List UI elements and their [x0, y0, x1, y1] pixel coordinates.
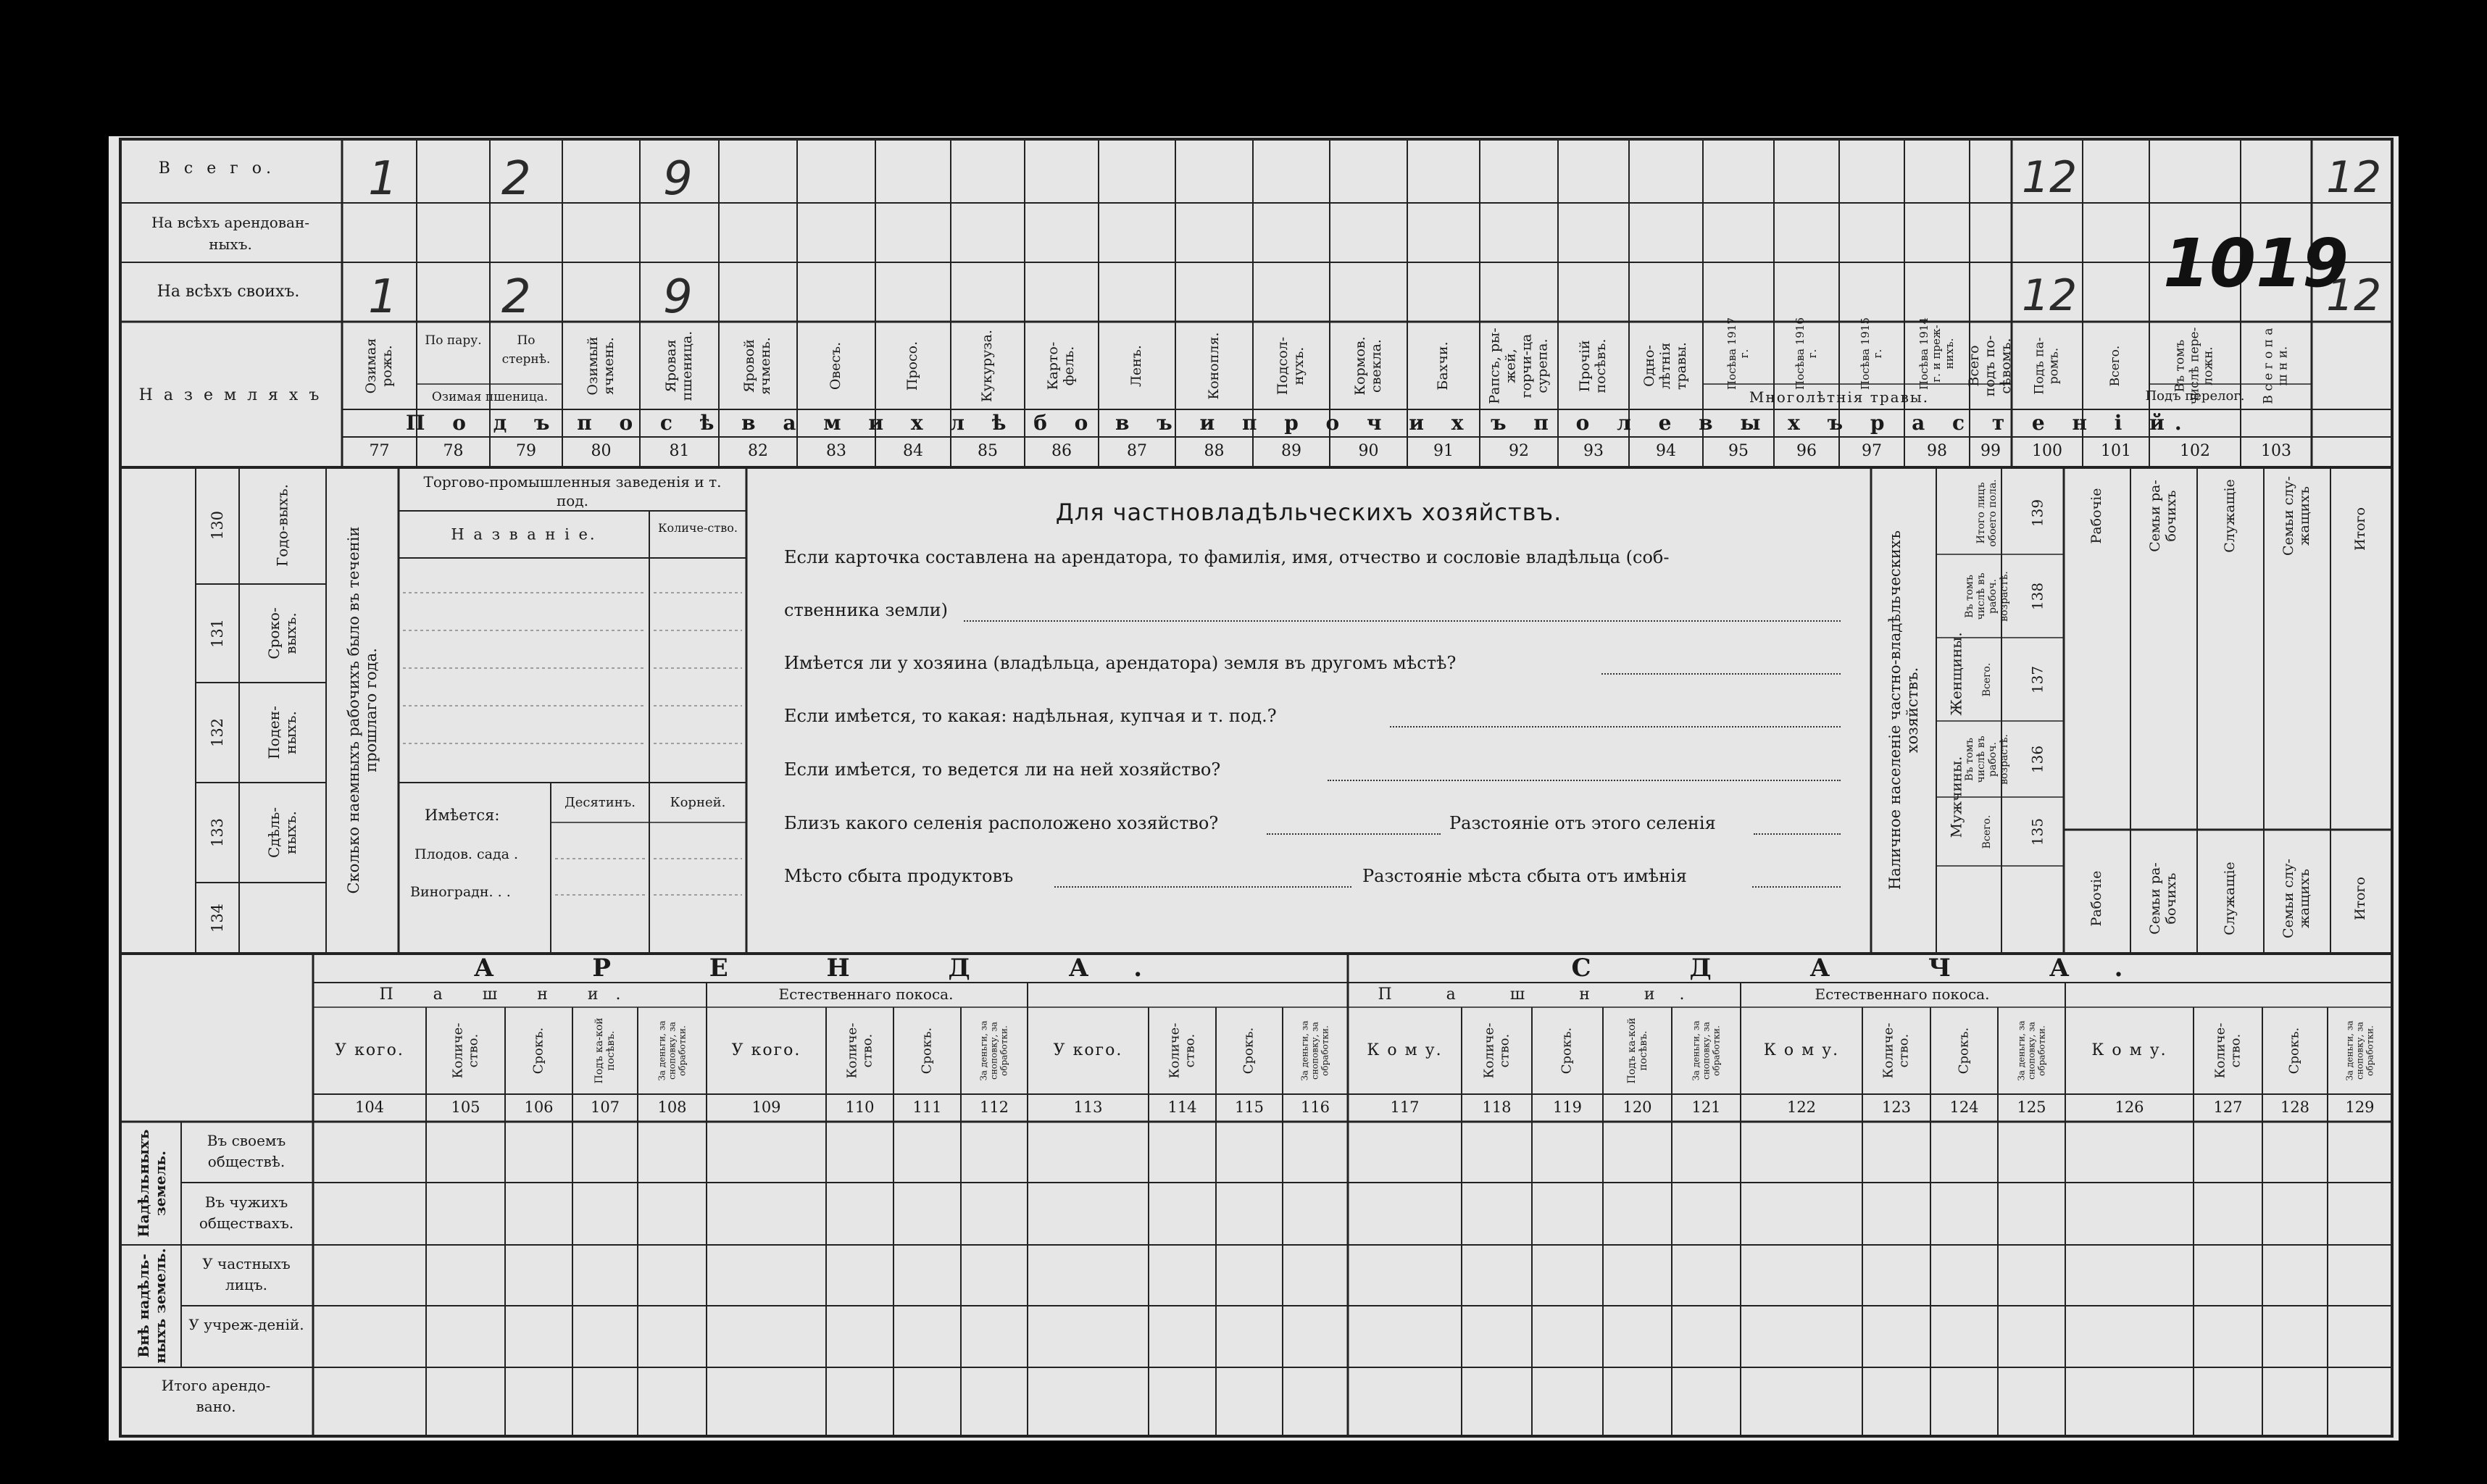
pop-num-136: 136	[2028, 745, 2046, 774]
arenda-num-104: 104	[354, 1099, 385, 1116]
crop-header-17: Прочій посѣвъ.	[1577, 338, 1609, 393]
col-number-95: 95	[1728, 442, 1749, 460]
hw-total-rye: 1	[368, 152, 398, 206]
crop-header-1: Озимая рожь.	[362, 338, 395, 394]
col-number-100: 100	[2032, 442, 2062, 460]
arenda-num-113: 113	[1073, 1099, 1103, 1116]
pop-sub-2: Всего.	[1980, 662, 1993, 697]
arenda-head-115: Срокъ.	[1241, 1027, 1257, 1075]
crop-header-20: Посѣва 1916 г.	[1793, 317, 1819, 390]
arenda-num-106: 106	[524, 1099, 554, 1116]
arenda-num-107: 107	[590, 1099, 620, 1116]
col-number-93: 93	[1583, 442, 1604, 460]
arenda-head-107: Подъ ка-кой посѣвъ.	[593, 1017, 617, 1084]
hw-total-spring-wheat: 9	[663, 152, 693, 206]
worker-label-2: Поден-ныхъ.	[265, 706, 299, 759]
arenda-num-127: 127	[2213, 1099, 2243, 1116]
col-number-101: 101	[2101, 442, 2131, 460]
pop-sub-1: Въ томъ числѣ въ рабоч. возрастѣ.	[1963, 734, 2011, 785]
pop-right-top-4: Итого	[2352, 507, 2369, 551]
crop-header-23: Всего подъ по-сѣвомъ.	[1966, 335, 2014, 397]
population-title: Наличное населеніе частно-владѣльческихъ хозяйствъ.	[1886, 530, 1921, 891]
arenda-num-120: 120	[1622, 1099, 1652, 1116]
arenda-head-111: Срокъ.	[919, 1027, 935, 1075]
arenda-head-106: Срокъ.	[530, 1027, 546, 1075]
private-line-1: Если карточка составлена на арендатора, то фамилія, имя, отчество и сословіе владѣльца (соб-	[784, 547, 1670, 567]
worker-col-134: 134	[208, 903, 226, 933]
arenda-head-116: За деньги, за сноповку, за обработки.	[1299, 1020, 1330, 1081]
crop-header-9: Кукуруза.	[979, 330, 996, 403]
arenda-num-125: 125	[2017, 1099, 2046, 1116]
arenda-head-110: Количе-ство.	[843, 1022, 875, 1079]
hw-total-stubble: 2	[501, 152, 531, 206]
private-title: Для частновладѣльческихъ хозяйствъ.	[1055, 499, 1562, 526]
worker-label-0: Годо-выхъ.	[273, 484, 291, 567]
crop-header-18: Одно-лѣтнія травы.	[1641, 342, 1689, 390]
row-group-nadel: Надѣльныхъ земель.	[135, 1129, 169, 1238]
pop-right-top-2: Служащіе	[2222, 479, 2238, 553]
vineyard-label: Виноградн. . .	[410, 884, 511, 900]
pop-sub-4: Итого лицъ обоего пола.	[1975, 479, 1999, 547]
crop-header-5: Яровая пшеница.	[662, 330, 695, 401]
sdacha-title: С Д А Ч А.	[1571, 954, 2168, 983]
orchard-label: Плодов. сада .	[414, 846, 519, 862]
arenda-head-109: У кого.	[731, 1041, 801, 1059]
arenda-pashni: П а ш н и.	[379, 985, 638, 1004]
crop-header-12: Конопля.	[1205, 332, 1222, 400]
crop-header-2: По пару.	[425, 333, 482, 348]
arenda-num-115: 115	[1234, 1099, 1265, 1116]
row-private-persons: У частныхъ лицъ.	[202, 1255, 291, 1293]
worker-col-130: 130	[208, 510, 226, 541]
row-label-total: В с е г о.	[158, 159, 275, 178]
pop-right-bot-3: Семьи слу-жащихъ	[2280, 859, 2312, 938]
crop-header-27: В с е г о п а ш н и.	[2261, 328, 2290, 404]
hw-total-sown: 12	[2022, 152, 2078, 203]
worker-label-3: Сдѣль-ныхъ.	[265, 806, 299, 859]
col-number-79: 79	[516, 442, 536, 460]
arenda-num-126: 126	[2115, 1099, 2144, 1116]
private-line-3: Имѣется ли у хозяина (владѣльца, арендатора) земля въ другомъ мѣстѣ?	[784, 653, 1457, 673]
crop-header-6: Яровой ячмень.	[741, 337, 773, 395]
arenda-num-111: 111	[912, 1099, 942, 1116]
group-winter-wheat: Озимая пшеница.	[431, 390, 549, 404]
land-has-label: Имѣется:	[425, 806, 500, 824]
worker-col-132: 132	[208, 717, 226, 748]
row-group-vne: Внѣ надѣль-ныхъ земель.	[135, 1248, 169, 1364]
row-label-own: На всѣхъ своихъ.	[157, 283, 300, 301]
pop-right-bot-4: Итого	[2352, 877, 2369, 920]
arenda-head-126: К о м у.	[2091, 1041, 2167, 1059]
col-number-84: 84	[903, 442, 923, 460]
pop-right-bot-0: Рабочіе	[2088, 870, 2105, 927]
col-number-82: 82	[748, 442, 768, 460]
arenda-head-117: К о м у.	[1367, 1041, 1443, 1059]
col-number-92: 92	[1509, 442, 1529, 460]
arenda-num-119: 119	[1552, 1099, 1583, 1116]
pop-men: Мужчины.	[1947, 756, 1965, 838]
crop-header-16: Рапсъ, ры-жей, горчи-ца сурепа.	[1486, 328, 1550, 404]
pop-right-top-0: Рабочіе	[2088, 488, 2105, 544]
trade-qty-header: Количе-ство.	[658, 521, 738, 535]
roots-header: Корней.	[670, 795, 726, 810]
pop-num-138: 138	[2028, 582, 2046, 611]
arenda-head-105: Количе-ство.	[449, 1022, 480, 1079]
col-number-89: 89	[1281, 442, 1301, 460]
hw-own-spring-wheat: 9	[663, 270, 693, 324]
col-number-99: 99	[1980, 442, 2001, 460]
pop-sub-3: Въ томъ числѣ въ рабоч. возрастѣ.	[1963, 571, 2011, 622]
arenda-head-114: Количе-ство.	[1166, 1022, 1197, 1079]
hired-workers-title: Сколько наемныхъ рабочихъ было въ теченіи прошлаго года.	[344, 526, 380, 894]
arenda-pokos: Естественнаго покоса.	[778, 985, 954, 1003]
group-perennial: Многолѣтнія травы.	[1749, 388, 1930, 406]
col-number-96: 96	[1796, 442, 1817, 460]
crop-header-24: Подъ па-ромъ.	[2032, 337, 2061, 395]
pop-right-bot-1: Семьи ра-бочихъ	[2147, 862, 2179, 935]
pop-sub-0: Всего.	[1980, 814, 1993, 849]
arenda-head-118: Количе-ство.	[1480, 1022, 1512, 1079]
arenda-num-114: 114	[1167, 1099, 1197, 1116]
crop-header-19: Посѣва 1917 г.	[1725, 317, 1751, 390]
row-own-society: Въ своемъ обществѣ.	[207, 1132, 286, 1170]
hw-own-stubble: 2	[501, 270, 531, 324]
arenda-num-129: 129	[2345, 1099, 2375, 1116]
trade-name-header: Н а з в а н і е.	[451, 525, 597, 543]
private-line-7b: Разстояніе мѣста сбыта отъ имѣнія	[1362, 866, 1687, 886]
arenda-num-123: 123	[1881, 1099, 1912, 1116]
private-line-7a: Мѣсто сбыта продуктовъ	[784, 866, 1014, 886]
col-number-87: 87	[1127, 442, 1147, 460]
arenda-num-122: 122	[1786, 1099, 1817, 1116]
hw-own-sown: 12	[2022, 270, 2078, 321]
row-label-on-lands: Н а з е м л я х ъ	[138, 386, 322, 404]
arenda-head-112: За деньги, за сноповку, за обработки.	[978, 1020, 1009, 1081]
arenda-num-108: 108	[657, 1099, 687, 1116]
col-number-83: 83	[826, 442, 846, 460]
arenda-head-122: К о м у.	[1763, 1041, 1840, 1059]
col-number-94: 94	[1656, 442, 1676, 460]
private-line-5: Если имѣется, то ведется ли на ней хозяйство?	[784, 759, 1221, 780]
hw-card-number: 1019	[2163, 225, 2349, 302]
private-line-4: Если имѣется, то какая: надѣльная, купчая и т. под.?	[784, 706, 1277, 726]
pop-num-135: 135	[2028, 817, 2046, 846]
pop-num-137: 137	[2028, 665, 2046, 694]
row-other-society: Въ чужихъ обществахъ.	[199, 1193, 294, 1232]
col-number-85: 85	[978, 442, 998, 460]
sdacha-pokos: Естественнаго покоса.	[1815, 985, 1990, 1003]
row-label-rented: На всѣхъ арендован-ныхъ.	[151, 214, 310, 253]
arenda-num-117: 117	[1390, 1099, 1420, 1116]
arenda-num-112: 112	[979, 1099, 1009, 1116]
arenda-head-108: За деньги, за сноповку, за обработки.	[656, 1020, 687, 1081]
crop-header-4: Озимый ячмень.	[584, 336, 617, 396]
row-total-rented: Итого арендо-вано.	[161, 1377, 271, 1415]
col-number-81: 81	[669, 442, 690, 460]
crop-header-26: Въ томъ числѣ пере-ложн.	[2173, 327, 2216, 405]
crop-header-14: Кормов. свекла.	[1351, 336, 1384, 396]
arenda-num-121: 121	[1691, 1099, 1721, 1116]
hw-total-arable: 12	[2326, 152, 2382, 203]
arenda-head-120: Подъ ка-кой посѣвъ.	[1625, 1017, 1649, 1084]
arenda-num-128: 128	[2280, 1099, 2310, 1116]
hw-own-arable: 12	[2326, 270, 2382, 321]
arenda-head-104: У кого.	[335, 1041, 404, 1059]
col-number-102: 102	[2180, 442, 2210, 460]
arenda-head-128: Срокъ.	[2286, 1027, 2302, 1075]
col-number-86: 86	[1051, 442, 1072, 460]
crop-header-3: По стернѣ.	[501, 333, 551, 367]
arenda-head-113: У кого.	[1053, 1041, 1123, 1059]
crop-header-25: Всего.	[2108, 345, 2123, 387]
col-number-77: 77	[369, 442, 390, 460]
pop-women: Женщины.	[1947, 632, 1965, 716]
arenda-num-118: 118	[1482, 1099, 1512, 1116]
col-number-97: 97	[1862, 442, 1882, 460]
col-number-98: 98	[1927, 442, 1947, 460]
crop-header-8: Просо.	[904, 341, 921, 391]
crop-header-11: Ленъ.	[1128, 345, 1145, 387]
pop-right-bot-2: Служащіе	[2222, 862, 2238, 935]
hw-own-rye: 1	[368, 270, 398, 324]
worker-col-133: 133	[208, 817, 226, 848]
private-line-6b: Разстояніе отъ этого селенія	[1449, 813, 1716, 833]
pop-right-top-1: Семьи ра-бочихъ	[2147, 480, 2179, 552]
desyatin-header: Десятинъ.	[565, 795, 636, 810]
pop-right-top-3: Семьи слу-жащихъ	[2280, 476, 2312, 556]
sown-banner: П о д ъ п о с ѣ в а м и х л ѣ б о в ъ и п р о ч и х ъ п о л е в ы х ъ р а с т е н і й.	[406, 411, 2192, 435]
col-number-91: 91	[1433, 442, 1454, 460]
private-line-6a: Близъ какого селенія расположено хозяйство?	[784, 813, 1219, 833]
arenda-num-116: 116	[1300, 1099, 1330, 1116]
worker-label-1: Сроко-выхъ.	[265, 607, 299, 659]
arenda-head-127: Количе-ство.	[2212, 1022, 2243, 1079]
crop-header-15: Бахчи.	[1435, 341, 1451, 391]
arenda-head-119: Срокъ.	[1559, 1027, 1575, 1075]
col-number-90: 90	[1358, 442, 1379, 460]
arenda-head-121: За деньги, за сноповку, за обработки.	[1690, 1020, 1721, 1081]
arenda-num-105: 105	[451, 1099, 480, 1116]
crop-header-21: Посѣва 1915 г.	[1858, 317, 1884, 390]
arenda-num-110: 110	[845, 1099, 875, 1116]
col-number-80: 80	[591, 442, 612, 460]
pop-num-139: 139	[2028, 499, 2046, 528]
col-number-88: 88	[1204, 442, 1225, 460]
arenda-title: А Р Е Н Д А.	[473, 954, 1188, 983]
col-number-103: 103	[2261, 442, 2291, 460]
arenda-head-123: Количе-ство.	[1880, 1022, 1911, 1079]
col-number-78: 78	[443, 442, 464, 460]
crop-header-10: Карто-фель.	[1045, 341, 1077, 391]
arenda-num-124: 124	[1949, 1099, 1979, 1116]
crop-header-13: Подсол-нухъ.	[1275, 336, 1307, 396]
trade-title: Торгово-промышленныя заведенія и т. под.	[423, 473, 722, 509]
arenda-num-109: 109	[751, 1099, 781, 1116]
arenda-head-124: Срокъ.	[1956, 1027, 1972, 1075]
crop-header-7: Овесъ.	[828, 341, 844, 391]
row-institutions: У учреж-деній.	[188, 1316, 304, 1333]
worker-col-131: 131	[208, 618, 226, 649]
group-fallow: Подъ перелог.	[2145, 388, 2245, 404]
crop-header-22: Посѣва 1914 г. и преж-нихъ.	[1917, 317, 1956, 390]
arenda-head-125: За деньги, за сноповку, за обработки.	[2015, 1020, 2046, 1081]
sdacha-pashni: П а ш н и.	[1378, 985, 1709, 1004]
private-line-2: ственника земли)	[784, 600, 948, 620]
arenda-head-129: За деньги, за сноповку, за обработки.	[2344, 1020, 2375, 1081]
